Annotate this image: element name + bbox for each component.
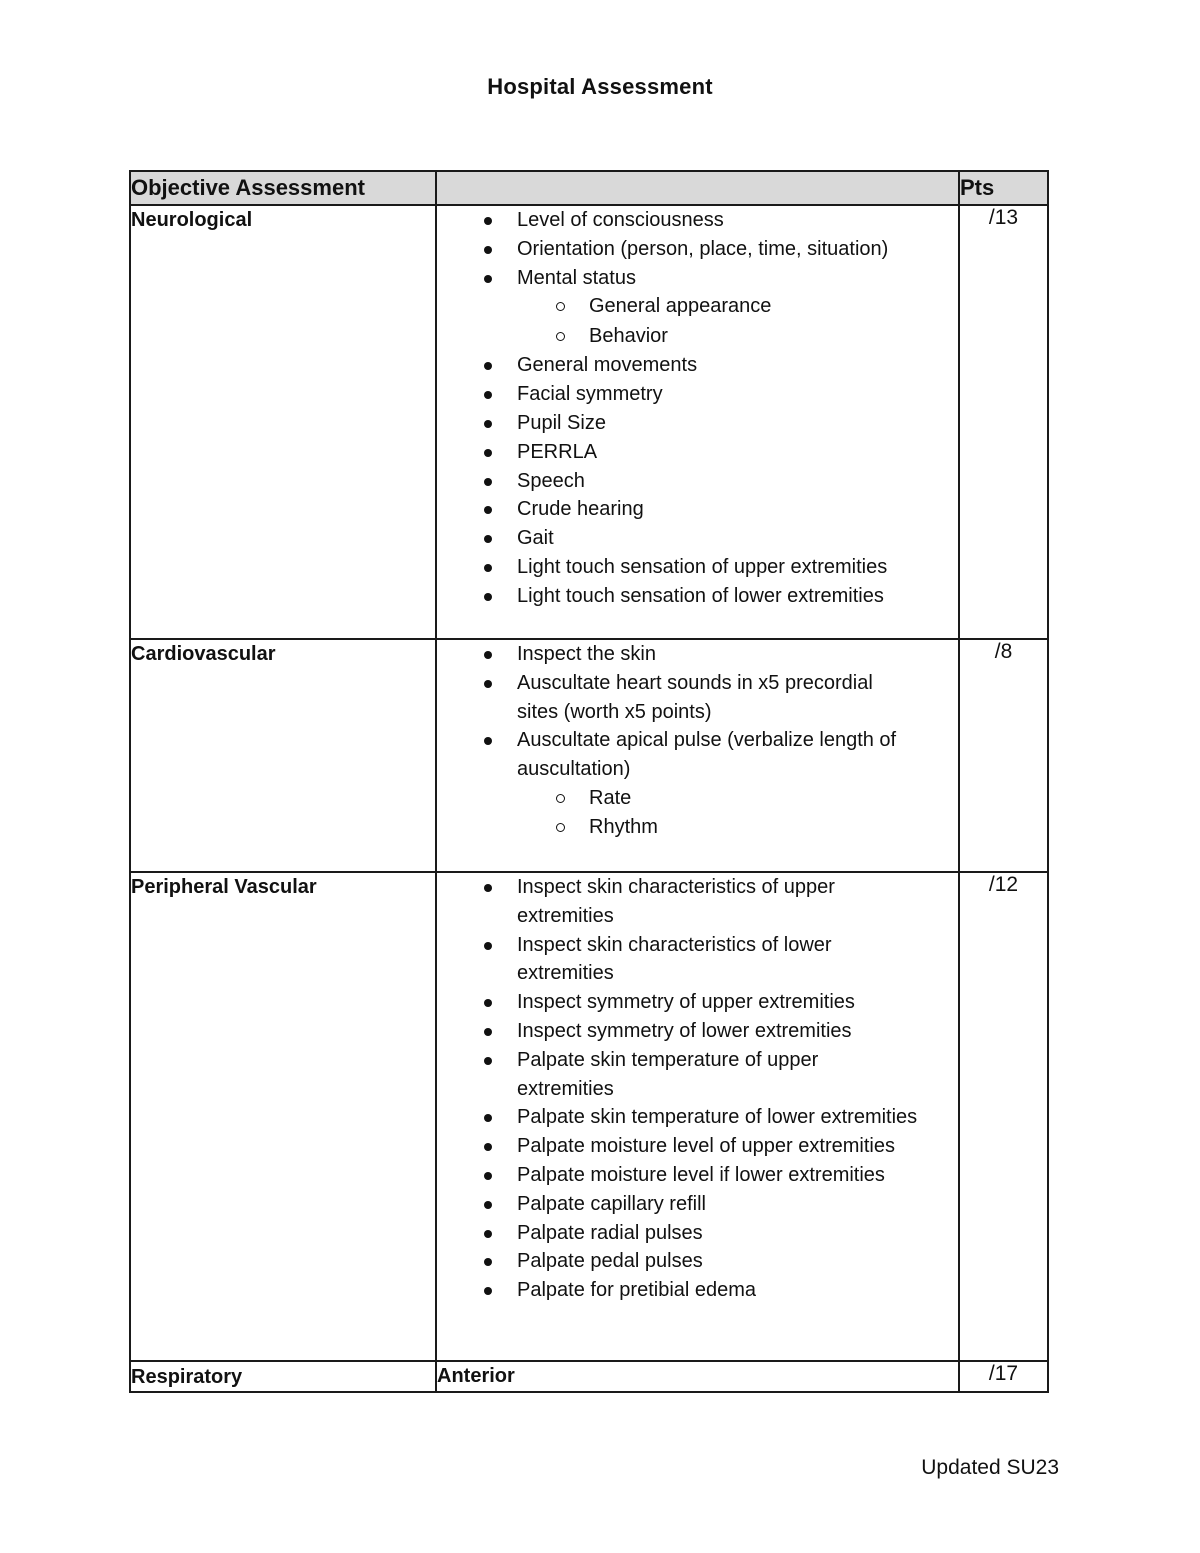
list-item xyxy=(517,726,918,843)
page-title: Hospital Assessment xyxy=(487,74,713,99)
sub-list-item: Rate xyxy=(589,784,918,814)
list-item: Orientation (person, place, time, situation) xyxy=(517,235,958,264)
list-item: Level of consciousness xyxy=(517,206,958,235)
criteria-list xyxy=(437,873,958,1305)
list-item: Inspect skin characteristics of upper extremities xyxy=(517,873,918,931)
list-item: Auscultate heart sounds in x5 precordial sites (worth x5 points) xyxy=(517,669,918,727)
criteria-list xyxy=(437,640,958,843)
points-value: /17 xyxy=(959,1361,1048,1392)
list-item: Palpate skin temperature of upper extremities xyxy=(517,1046,918,1104)
list-item-text: Mental status xyxy=(517,266,636,289)
points-value: /12 xyxy=(959,872,1048,1361)
criteria-list-cell xyxy=(436,205,959,639)
category-label: Respiratory xyxy=(130,1361,436,1392)
list-item: PERRLA xyxy=(517,438,958,467)
list-item xyxy=(517,264,958,352)
category-label: Peripheral Vascular xyxy=(130,872,436,1361)
list-item: Palpate moisture level of upper extremities xyxy=(517,1132,918,1161)
list-item: Palpate radial pulses xyxy=(517,1219,918,1248)
header-objective-assessment: Objective Assessment xyxy=(130,171,436,205)
sub-list-item: Behavior xyxy=(589,322,958,352)
category-label: Cardiovascular xyxy=(130,639,436,872)
sub-list xyxy=(517,292,958,351)
row-peripheral-vascular xyxy=(130,872,1048,1361)
assessment-table xyxy=(129,170,1049,1393)
footer-updated: Updated SU23 xyxy=(921,1456,1059,1479)
row-respiratory xyxy=(130,1361,1048,1392)
list-item: Palpate for pretibial edema xyxy=(517,1276,918,1305)
list-item: Inspect symmetry of lower extremities xyxy=(517,1017,918,1046)
list-item: Inspect skin characteristics of lower extremities xyxy=(517,931,918,989)
list-item: Light touch sensation of upper extremities xyxy=(517,553,958,582)
criteria-list xyxy=(437,206,958,611)
list-item: Pupil Size xyxy=(517,409,958,438)
points-value: /8 xyxy=(959,639,1048,872)
list-item: Gait xyxy=(517,524,958,553)
list-item: Palpate capillary refill xyxy=(517,1190,918,1219)
list-item: Palpate pedal pulses xyxy=(517,1247,918,1276)
list-item: Inspect the skin xyxy=(517,640,918,669)
sub-list xyxy=(517,784,918,843)
respiratory-subheading: Anterior xyxy=(436,1361,959,1392)
header-pts: Pts xyxy=(959,171,1048,205)
list-item: Speech xyxy=(517,467,958,496)
header-blank xyxy=(436,171,959,205)
row-cardiovascular xyxy=(130,639,1048,872)
sub-list-item: Rhythm xyxy=(589,813,918,843)
list-item: Facial symmetry xyxy=(517,380,958,409)
list-item: General movements xyxy=(517,351,958,380)
row-neurological xyxy=(130,205,1048,639)
list-item-text: Auscultate apical pulse (verbalize length of auscultation) xyxy=(517,729,897,781)
list-item: Inspect symmetry of upper extremities xyxy=(517,988,918,1017)
sub-list-item: General appearance xyxy=(589,292,958,322)
list-item: Palpate skin temperature of lower extremities xyxy=(517,1103,918,1132)
list-item: Light touch sensation of lower extremities xyxy=(517,582,958,611)
list-item: Palpate moisture level if lower extremities xyxy=(517,1161,918,1190)
points-value: /13 xyxy=(959,205,1048,639)
category-label: Neurological xyxy=(130,205,436,639)
list-item: Crude hearing xyxy=(517,495,958,524)
table-header-row xyxy=(130,171,1048,205)
criteria-list-cell xyxy=(436,639,959,872)
criteria-list-cell xyxy=(436,872,959,1361)
